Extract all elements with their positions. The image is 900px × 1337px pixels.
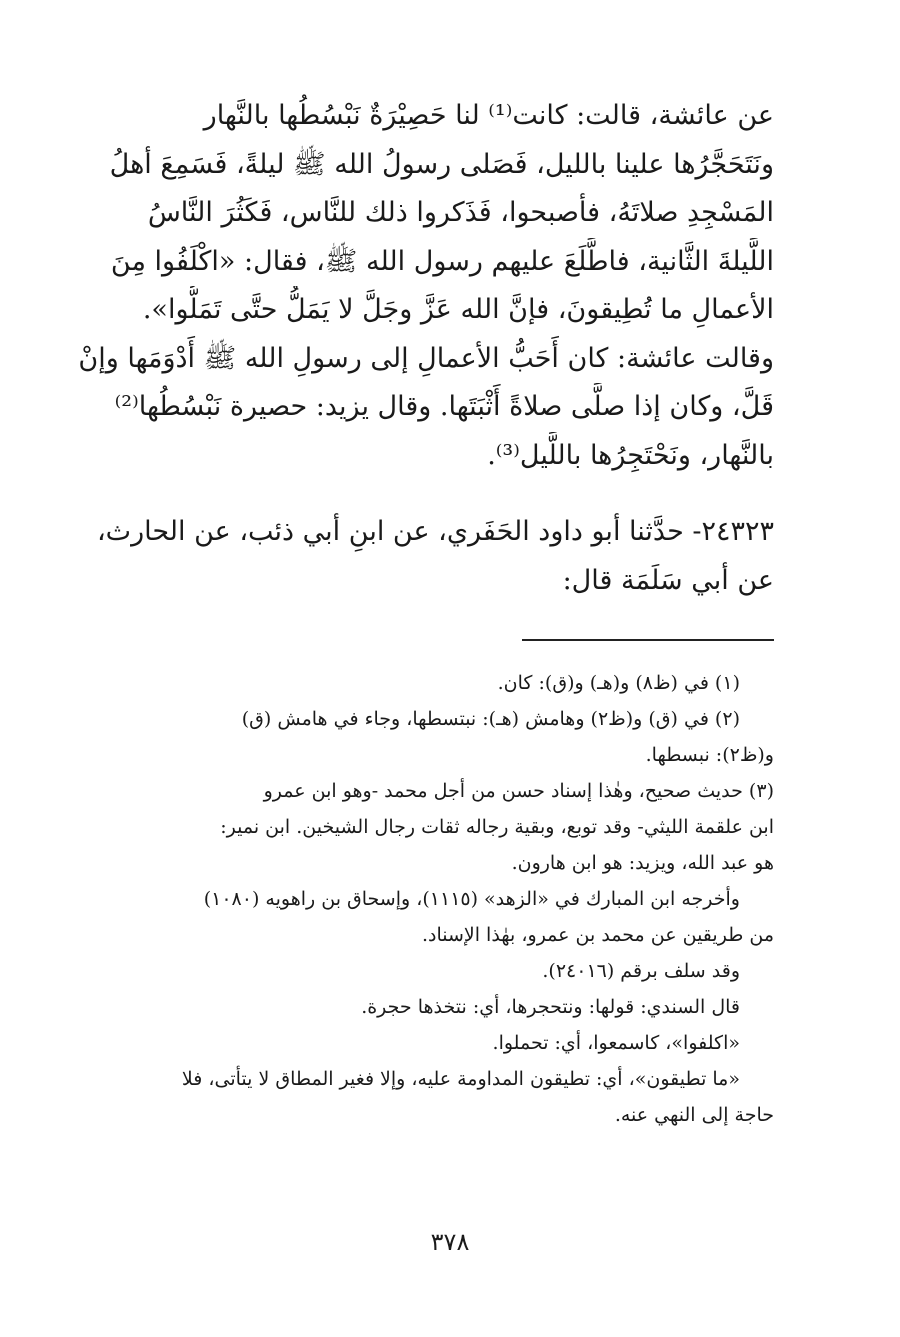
footnote-line: حاجة إلى النهي عنه. [614,1104,774,1126]
footnotes [62,665,774,1133]
footnote-line: و(ظ٢): نبسطها. [645,744,774,766]
footnote-divider [522,639,774,641]
hadith-line: ٢٤٣٢٣- حدَّثنا أبو داود الحَفَري، عن ابنِ أبي ذئب، عن الحارث، [96,516,774,547]
footnote-divider-wrap [62,639,774,641]
page-number: ٣٧٨ [430,1228,470,1256]
main-line: وقالت عائشة: كان أَحَبُّ الأعمالِ إلى رسولِ الله ﷺ أَدْوَمَها وإنْ [78,342,774,374]
footnote-line: ابن علقمة الليثي- وقد توبع، وبقية رجاله ثقات رجال الشيخين. ابن نمير: [220,816,774,838]
footnote-line: (٣) حديث صحيح، وهٰذا إسناد حسن من أجل محمد -وهو ابن عمرو [263,780,774,802]
footnote-line: قال السندي: قولها: ونتحجرها، أي: نتخذها حجرة. [361,996,740,1018]
main-line: الأعمالِ ما تُطِيقونَ، فإنَّ الله عَزَّ وجَلَّ لا يَمَلُّ حتَّى تَمَلُّوا». [142,294,774,325]
footnote-line: وقد سلف برقم (٢٤٠١٦). [542,960,740,982]
hadith-line: عن أبي سَلَمَة قال: [562,564,774,596]
footnote-line: وأخرجه ابن المبارك في «الزهد» (١١١٥)، وإسحاق بن راهويه (١٠٨٠) [203,888,740,910]
footnote-line: (١) في (ظ٨) و(هـ) و(ق): كان. [497,672,740,694]
footnote-line: هو عبد الله، ويزيد: هو ابن هارون. [511,852,774,874]
document-page [62,92,774,1133]
footnote-line: من طريقين عن محمد بن عمرو، بهٰذا الإسناد. [421,924,774,946]
main-line: قَلَّ، وكان إذا صلَّى صلاةً أَثْبَتَها. وقال يزيد: حصيرة نَبْسُطُها⁽²⁾ [114,391,774,422]
main-line: ونَتَحَجَّرُها علينا بالليل، فَصَلى رسولُ الله ﷺ ليلةً، فَسَمِعَ أهلُ [109,148,774,180]
main-line: المَسْجِدِ صلاتَهُ، فأصبحوا، فَذَكروا ذلك للنَّاس، فَكَثُرَ النَّاسُ [147,197,774,228]
footnote-line: «ما تطيقون»، أي: تطيقون المداومة عليه، وإلا فغير المطاق لا يتأتى، فلا [181,1068,740,1090]
hadith-header [62,508,774,605]
main-text [62,92,774,605]
footnote-line: «اكلفوا»، كاسمعوا، أي: تحملوا. [492,1032,740,1054]
main-line: عن عائشة، قالت: كانت⁽¹⁾ لنا حَصِيْرَةٌ نَبْسُطُها بالنَّهار [203,100,774,131]
main-line: اللَّيلةَ الثَّانية، فاطَّلَعَ عليهم رسول الله ﷺ، فقال: «اكْلَفُوا مِنَ [110,245,774,277]
main-line: بالنَّهار، ونَحْتَجِرُها باللَّيل⁽³⁾. [487,439,774,471]
footnote-line: (٢) في (ق) و(ظ٢) وهامش (هـ): نبتسطها، وجاء في هامش (ق) [241,708,740,730]
